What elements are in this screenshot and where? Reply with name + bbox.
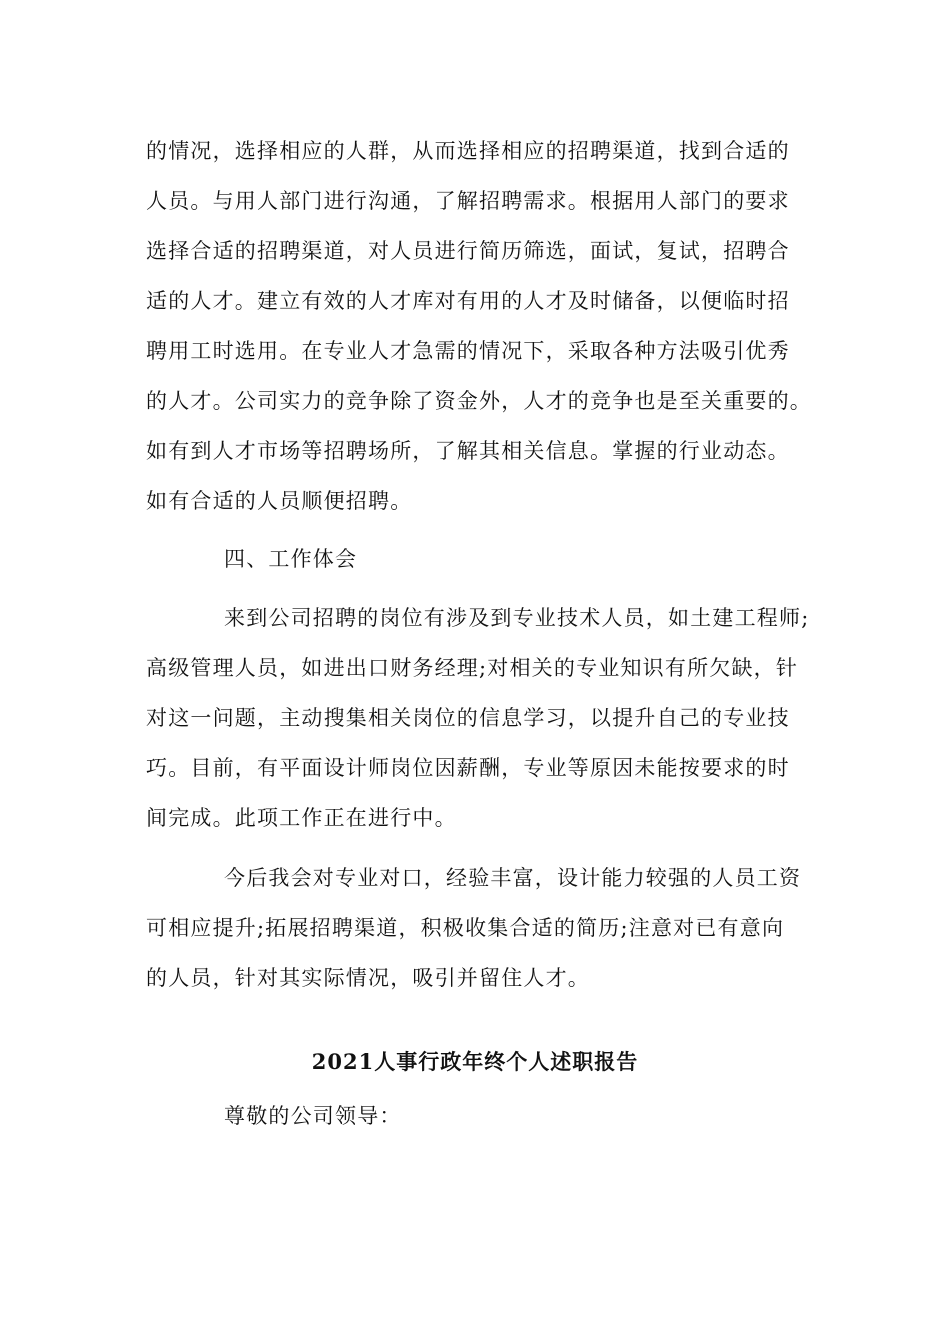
salutation: 尊敬的公司领导： xyxy=(224,1104,402,1128)
paragraph-1-line-3: 选择合适的招聘渠道，对人员进行简历筛选，面试，复试，招聘合 xyxy=(146,239,790,263)
paragraph-2-line-1: 来到公司招聘的岗位有涉及到专业技术人员，如土建工程师; xyxy=(224,606,810,630)
paragraph-1-line-7: 如有到人才市场等招聘场所，了解其相关信息。掌握的行业动态。 xyxy=(146,439,790,463)
paragraph-3-line-1: 今后我会对专业对口，经验丰富，设计能力较强的人员工资 xyxy=(224,866,802,890)
paragraph-2-line-3: 对这一问题，主动搜集相关岗位的信息学习，以提升自己的专业技 xyxy=(146,706,790,730)
paragraph-3-line-2: 可相应提升;拓展招聘渠道，积极收集合适的简历;注意对已有意向 xyxy=(146,916,785,940)
paragraph-3-line-3: 的人员，针对其实际情况，吸引并留住人才。 xyxy=(146,966,590,990)
paragraph-1-line-4: 适的人才。建立有效的人才库对有用的人才及时储备，以便临时招 xyxy=(146,289,790,313)
paragraph-1-line-8: 如有合适的人员顺便招聘。 xyxy=(146,489,413,513)
section-heading: 四、工作体会 xyxy=(224,547,358,571)
paragraph-1-line-5: 聘用工时选用。在专业人才急需的情况下，采取各种方法吸引优秀 xyxy=(146,339,790,363)
paragraph-2-line-5: 间完成。此项工作正在进行中。 xyxy=(146,806,457,830)
paragraph-1-line-6: 的人才。公司实力的竞争除了资金外，人才的竞争也是至关重要的。 xyxy=(146,389,812,413)
report-title: 2021人事行政年终个人述职报告 xyxy=(311,1049,639,1074)
paragraph-1-line-1: 的情况，选择相应的人群，从而选择相应的招聘渠道，找到合适的 xyxy=(146,139,790,163)
paragraph-2-line-2: 高级管理人员，如进出口财务经理;对相关的专业知识有所欠缺，针 xyxy=(146,656,799,680)
paragraph-2-line-4: 巧。目前，有平面设计师岗位因薪酬，专业等原因未能按要求的时 xyxy=(146,756,790,780)
paragraph-1-line-2: 人员。与用人部门进行沟通，了解招聘需求。根据用人部门的要求 xyxy=(146,189,790,213)
